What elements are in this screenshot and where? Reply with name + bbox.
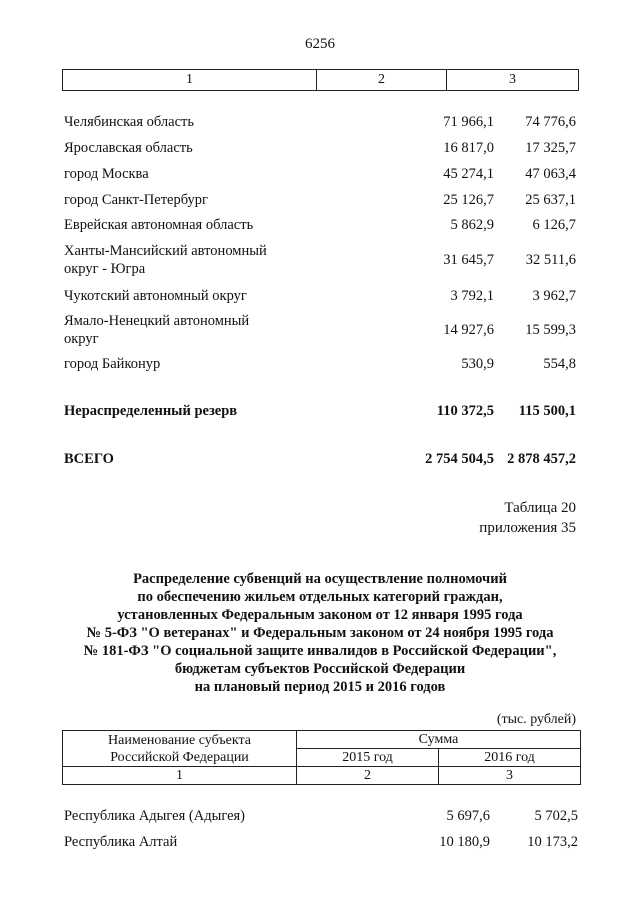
table-reference-line2: приложения 35 bbox=[479, 520, 576, 536]
value-2016: 32 511,6 bbox=[525, 252, 576, 268]
region-name bbox=[64, 312, 304, 348]
value-2015: 45 274,1 bbox=[443, 166, 494, 182]
unit-label: (тыс. рублей) bbox=[496, 712, 576, 727]
region-name: город Санкт-Петербург bbox=[64, 192, 209, 208]
value-2016: 15 599,3 bbox=[525, 322, 576, 338]
total-2015: 2 754 504,5 bbox=[425, 451, 494, 467]
col-region-name-line1: Наименование субъекта bbox=[108, 732, 251, 748]
value-2015: 14 927,6 bbox=[443, 322, 494, 338]
title-line: Распределение субвенций на осуществление полномочий bbox=[133, 571, 507, 587]
value-2015: 5 862,9 bbox=[450, 217, 494, 233]
table-reference bbox=[376, 498, 576, 538]
title-line: № 181-ФЗ "О социальной защите инвалидов в Российской Федерации", bbox=[83, 643, 557, 659]
table-reference-line1: Таблица 20 bbox=[504, 500, 576, 516]
value-2015: 25 126,7 bbox=[443, 192, 494, 208]
total-2016: 2 878 457,2 bbox=[507, 451, 576, 467]
title-line: по обеспечению жильем отдельных категорий граждан, bbox=[137, 589, 503, 605]
value-2016: 3 962,7 bbox=[532, 288, 576, 304]
total-label: ВСЕГО bbox=[64, 451, 114, 467]
table2-header bbox=[62, 730, 581, 785]
title-line: установленных Федеральным законом от 12 января 1995 года bbox=[117, 607, 523, 623]
table1-col-3: 3 bbox=[447, 70, 579, 91]
title-line: № 5-ФЗ "О ветеранах" и Федеральным законом от 24 ноября 1995 года bbox=[86, 625, 554, 641]
value-2016: 10 173,2 bbox=[527, 834, 578, 850]
value-2016: 554,8 bbox=[543, 356, 576, 372]
region-name: город Москва bbox=[64, 166, 149, 182]
table1-col-2: 2 bbox=[317, 70, 447, 91]
value-2016: 5 702,5 bbox=[534, 808, 578, 824]
reserve-2016: 115 500,1 bbox=[518, 403, 576, 419]
value-2015: 5 697,6 bbox=[446, 808, 490, 824]
region-name: Еврейская автономная область bbox=[64, 217, 254, 233]
region-name: Республика Адыгея (Адыгея) bbox=[64, 808, 246, 824]
col-sum: Сумма bbox=[297, 731, 581, 749]
value-2016: 17 325,7 bbox=[525, 140, 576, 156]
table2-col-num-1: 1 bbox=[63, 767, 297, 785]
value-2016: 25 637,1 bbox=[525, 192, 576, 208]
col-2015: 2015 год bbox=[297, 749, 439, 767]
region-name: Ярославская область bbox=[64, 140, 193, 156]
region-name-line2: округ - Югра bbox=[64, 261, 146, 277]
value-2015: 71 966,1 bbox=[443, 114, 494, 130]
region-name-line2: округ bbox=[64, 331, 99, 347]
table1-col-1: 1 bbox=[63, 70, 317, 91]
region-name: Чукотский автономный округ bbox=[64, 288, 247, 304]
section-title bbox=[60, 570, 580, 696]
region-name: город Байконур bbox=[64, 356, 161, 372]
region-name: Челябинская область bbox=[64, 114, 194, 130]
col-2016: 2016 год bbox=[439, 749, 581, 767]
region-name bbox=[64, 242, 304, 278]
table2-col-num-3: 3 bbox=[439, 767, 581, 785]
region-name: Республика Алтай bbox=[64, 834, 178, 850]
region-name-line1: Ханты-Мансийский автономный bbox=[64, 243, 267, 259]
value-2015: 10 180,9 bbox=[439, 834, 490, 850]
value-2015: 530,9 bbox=[461, 356, 494, 372]
col-region-name-line2: Российской Федерации bbox=[110, 749, 249, 765]
page-number: 6256 bbox=[305, 36, 335, 52]
table2-col-num-2: 2 bbox=[297, 767, 439, 785]
value-2016: 74 776,6 bbox=[525, 114, 576, 130]
reserve-2015: 110 372,5 bbox=[436, 403, 494, 419]
title-line: бюджетам субъектов Российской Федерации bbox=[174, 661, 466, 677]
value-2016: 6 126,7 bbox=[532, 217, 576, 233]
table1-header bbox=[62, 69, 579, 91]
value-2015: 31 645,7 bbox=[443, 252, 494, 268]
value-2015: 3 792,1 bbox=[450, 288, 494, 304]
reserve-label: Нераспределенный резерв bbox=[64, 403, 238, 419]
title-line: на плановый период 2015 и 2016 годов bbox=[194, 679, 446, 695]
value-2015: 16 817,0 bbox=[443, 140, 494, 156]
col-region-name bbox=[63, 731, 297, 767]
region-name-line1: Ямало-Ненецкий автономный bbox=[64, 313, 250, 329]
value-2016: 47 063,4 bbox=[525, 166, 576, 182]
